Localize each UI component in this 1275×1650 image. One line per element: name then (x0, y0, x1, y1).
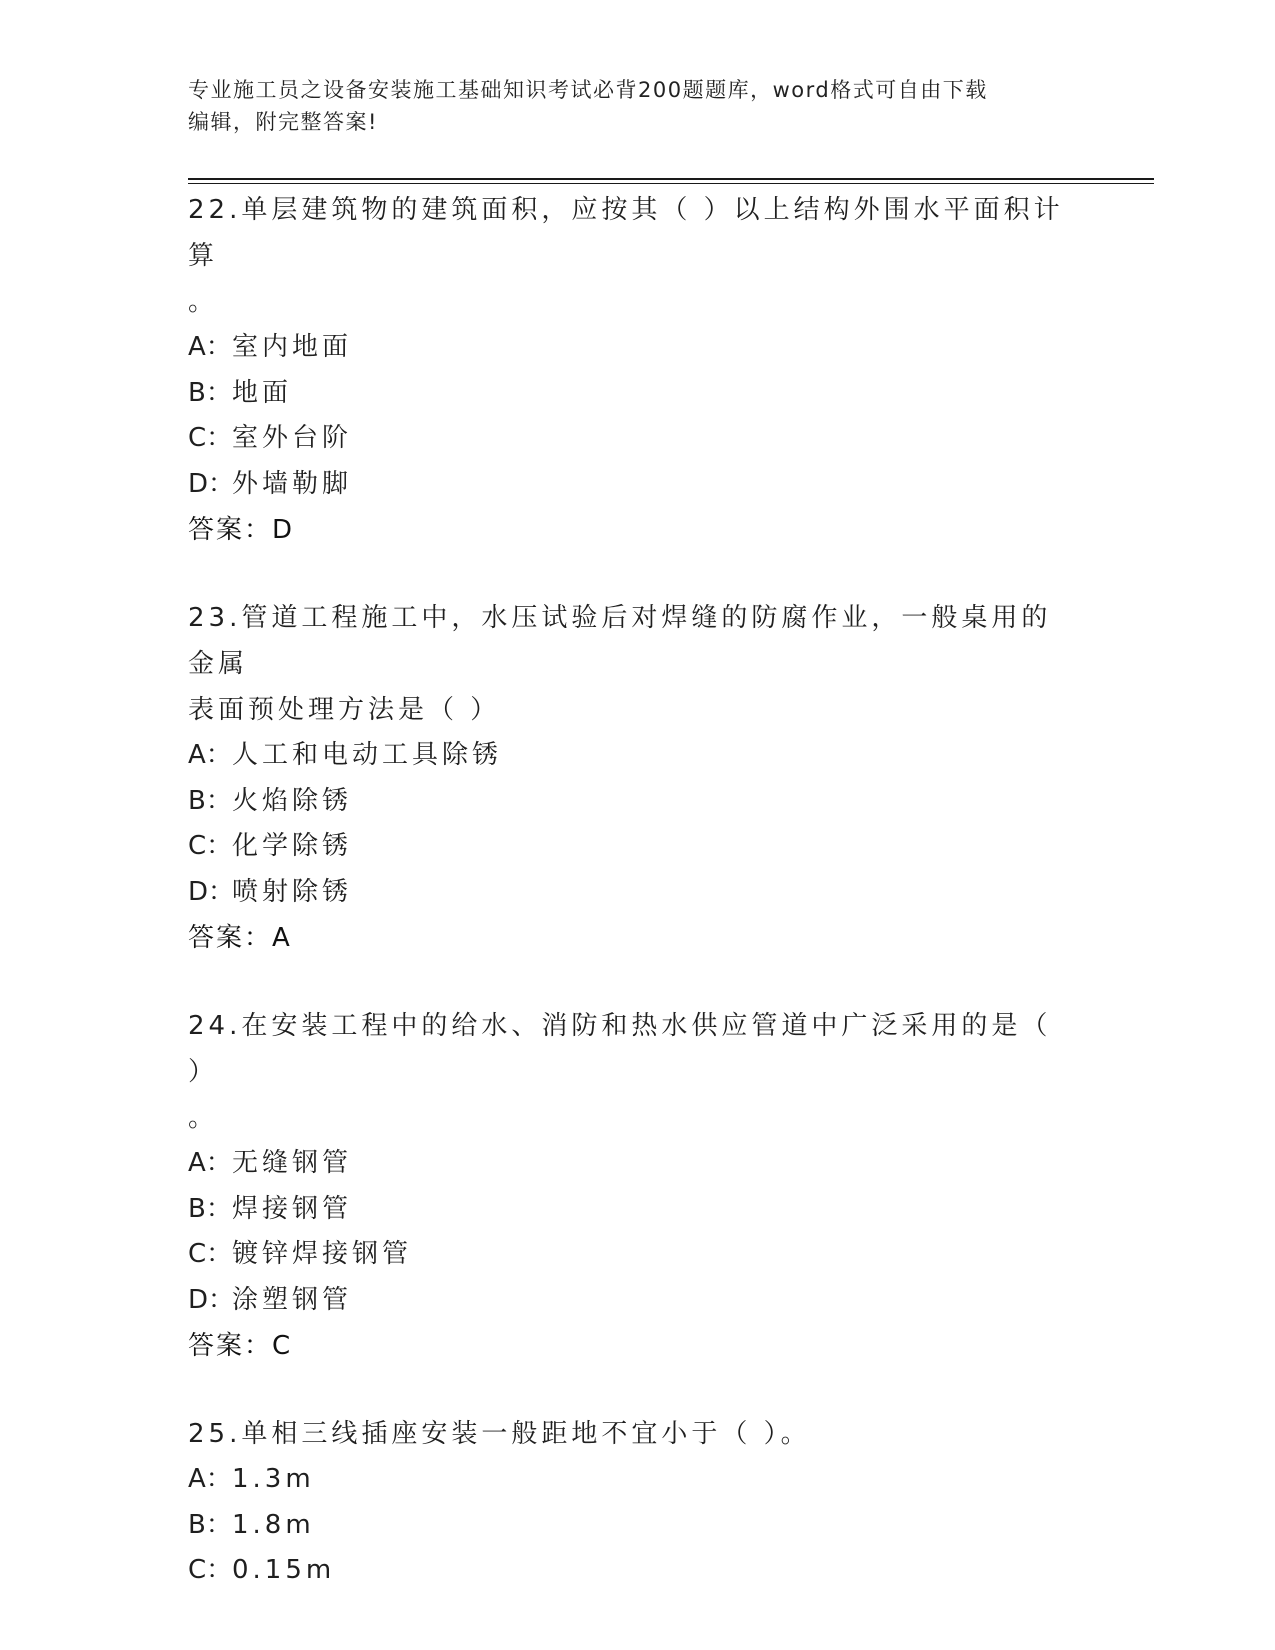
option-text: 地面 (232, 377, 293, 408)
question-stem (188, 187, 1068, 325)
option-key: B： (188, 785, 232, 816)
answer-value: C (272, 1331, 292, 1361)
question-stem-line-1: 24.在安装工程中的给水、消防和热水供应管道中广泛采用的是（ ） (188, 1011, 1052, 1087)
option-key: B： (188, 377, 232, 408)
option-d (188, 462, 1088, 508)
option-key: D： (188, 876, 235, 907)
option-key: A： (188, 1148, 232, 1178)
option-key: B： (188, 1193, 232, 1224)
header-rule-thick (188, 178, 1154, 180)
document-header (188, 74, 1088, 138)
header-rule-thin (188, 183, 1154, 184)
option-text: 化学除锈 (232, 831, 353, 861)
option-text: 人工和电动工具除锈 (232, 740, 503, 770)
option-text: 焊接钢管 (232, 1193, 353, 1224)
header-line-2: 编辑，附完整答案! (188, 110, 378, 134)
option-b (188, 1503, 1088, 1549)
option-d (188, 1278, 1088, 1324)
question-stem-line-1: 22.单层建筑物的建筑面积，应按其（ ）以上结构外围水平面积计算 (188, 195, 1064, 271)
option-a (188, 1457, 1088, 1503)
question-stem-line-2: 。 (188, 1103, 219, 1133)
option-b (188, 371, 1088, 417)
question-stem (188, 595, 1068, 733)
option-key: A： (188, 332, 232, 362)
option-a (188, 325, 1088, 371)
answer-value: A (272, 923, 291, 953)
option-key: C： (188, 1555, 233, 1585)
answer-label: 答案： (188, 923, 273, 953)
option-c (188, 1548, 1088, 1594)
option-b (188, 1187, 1088, 1233)
option-text: 外墙勒脚 (232, 468, 353, 499)
answer-line (188, 1323, 1088, 1369)
question-25 (188, 1411, 1088, 1594)
option-key: A： (188, 740, 232, 770)
option-text: 喷射除锈 (232, 876, 353, 907)
option-key: C： (188, 831, 233, 861)
question-23 (188, 595, 1088, 961)
option-a (188, 1141, 1088, 1187)
question-stem (188, 1411, 1068, 1457)
option-c (188, 1232, 1088, 1278)
option-key: D： (188, 468, 235, 499)
option-c (188, 416, 1088, 462)
question-list (188, 187, 1088, 1594)
option-text: 室内地面 (232, 332, 353, 362)
option-key: C： (188, 423, 233, 453)
option-key: C： (188, 1239, 233, 1269)
option-a (188, 733, 1088, 779)
answer-line (188, 915, 1088, 961)
question-24 (188, 1003, 1088, 1369)
answer-label: 答案： (188, 1331, 273, 1361)
option-key: A： (188, 1464, 232, 1494)
option-text: 火焰除锈 (232, 785, 353, 816)
question-stem-line-1: 23.管道工程施工中，水压试验后对焊缝的防腐作业，一般桌用的金属 (188, 603, 1052, 679)
option-b (188, 779, 1088, 825)
option-text: 涂塑钢管 (232, 1284, 353, 1315)
question-stem-line-1: 25.单相三线插座安装一般距地不宜小于（ ）。 (188, 1419, 811, 1449)
option-key: D： (188, 1284, 235, 1315)
option-d (188, 870, 1088, 916)
question-stem-line-2: 。 (188, 287, 219, 317)
answer-value: D (272, 515, 294, 545)
question-stem (188, 1003, 1068, 1141)
option-text: 镀锌焊接钢管 (232, 1239, 413, 1269)
question-22 (188, 187, 1088, 553)
answer-label: 答案： (188, 515, 273, 545)
option-text: 1.3m (232, 1464, 315, 1494)
answer-line (188, 507, 1088, 553)
option-c (188, 824, 1088, 870)
header-line-1: 专业施工员之设备安装施工基础知识考试必背200题题库，word格式可自由下载 (188, 78, 988, 102)
option-text: 1.8m (232, 1509, 315, 1540)
option-text: 无缝钢管 (232, 1148, 353, 1178)
option-key: B： (188, 1509, 232, 1540)
option-text: 室外台阶 (232, 423, 353, 453)
option-text: 0.15m (232, 1555, 336, 1585)
question-stem-line-2: 表面预处理方法是（ ） (188, 695, 501, 725)
